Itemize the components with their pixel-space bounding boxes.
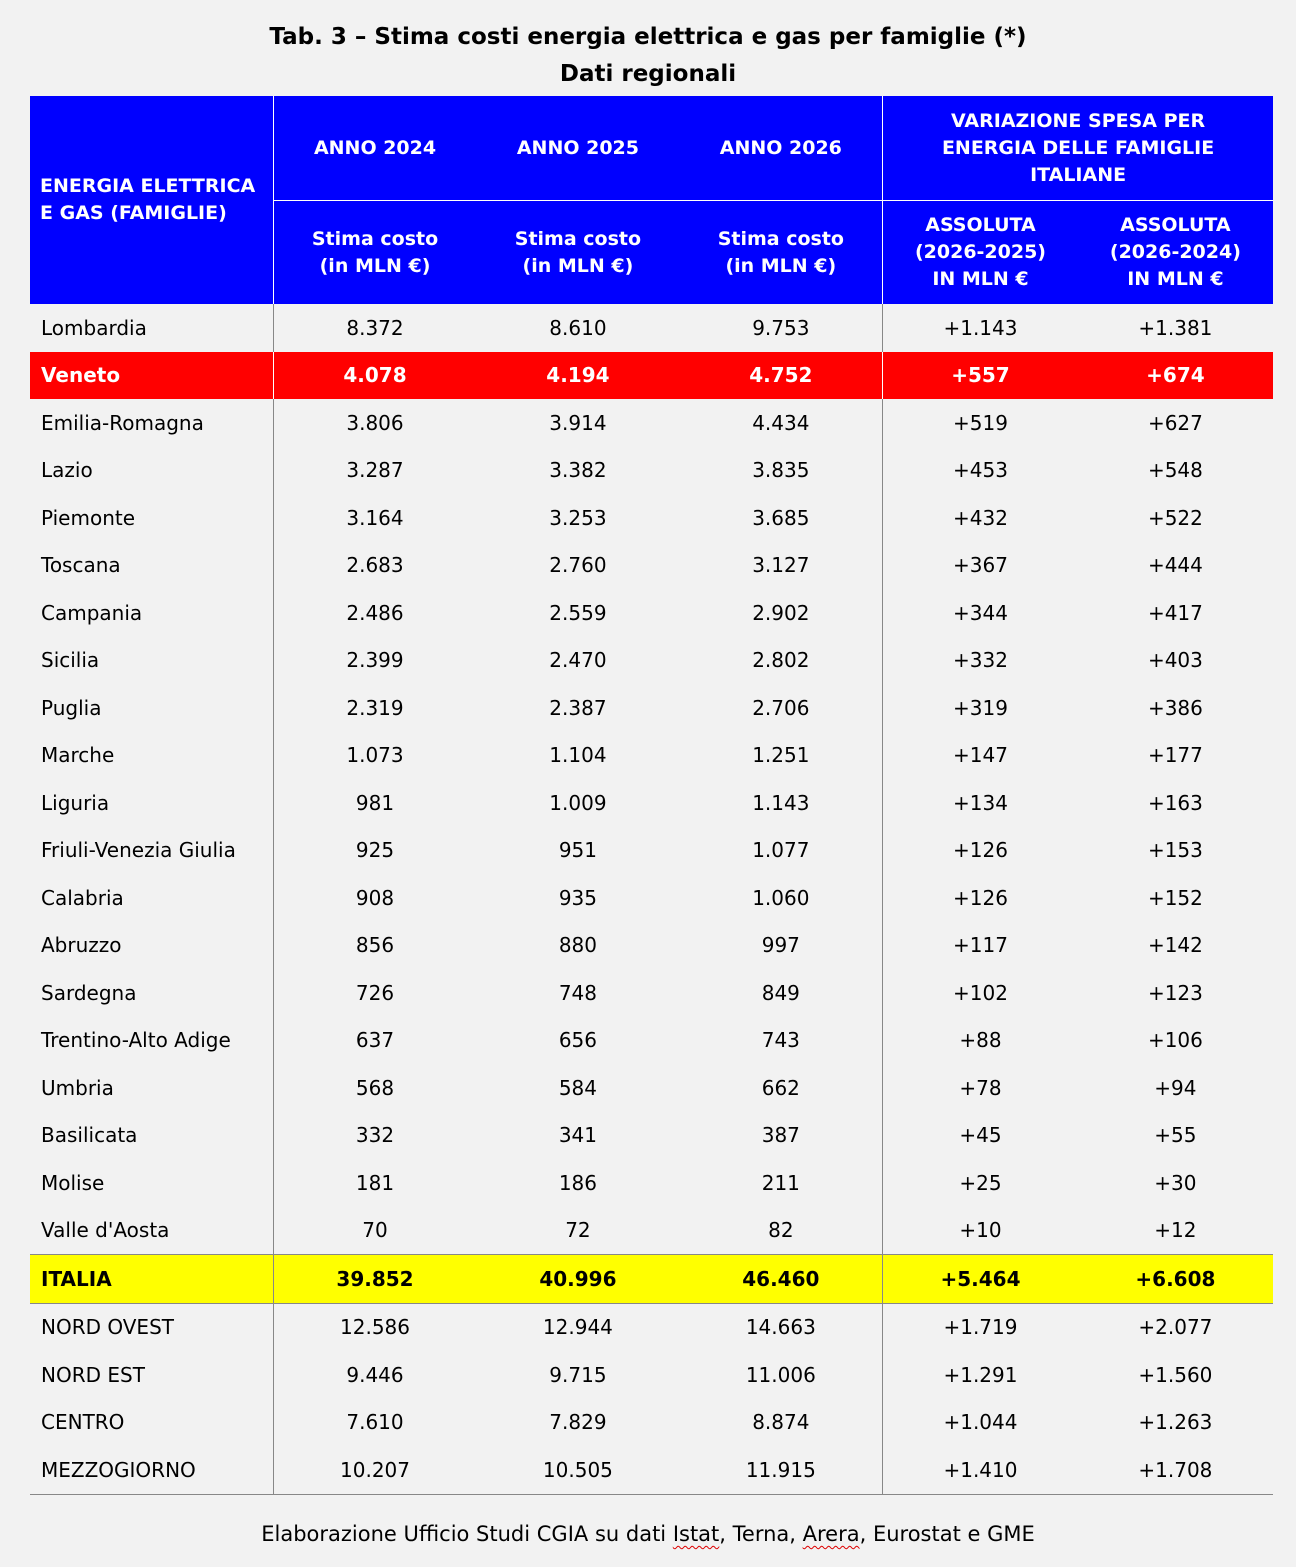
table-row (30, 589, 1273, 637)
header-year-2025: ANNO 2025 (476, 96, 679, 201)
region-name: Campania (30, 589, 273, 637)
delta-2026-2024: +106 (1147, 1028, 1203, 1053)
value-2025: 10.505 (476, 1446, 679, 1494)
value-2026: 4.434 (680, 399, 883, 447)
value-2024: 2.683 (346, 553, 404, 578)
delta-2026-2025: +319 (953, 695, 1008, 720)
table-row (30, 1159, 1273, 1207)
value-2026: 3.127 (680, 542, 883, 590)
delta-2026-2024: +674 (1078, 352, 1273, 400)
value-2024: 726 (355, 980, 395, 1005)
value-2024: 568 (355, 1075, 395, 1100)
absolute-range: (2026-2025) (914, 241, 1046, 263)
header-absolute-2026-2024 (1078, 201, 1273, 305)
table-row (30, 1351, 1273, 1399)
value-2026: 14.663 (680, 1303, 883, 1351)
delta-2026-2024: +627 (1147, 410, 1203, 435)
delta-2026-2025: +126 (953, 885, 1008, 910)
region-name: Valle d'Aosta (30, 1207, 273, 1255)
value-2024: 332 (355, 1123, 395, 1148)
header-category: ENERGIA ELETTRICA E GAS (FAMIGLIE) (30, 96, 273, 304)
value-2026: 3.835 (680, 447, 883, 495)
region-name: Friuli-Venezia Giulia (30, 827, 273, 875)
absolute-range: (2026-2024) (1109, 241, 1241, 263)
delta-2026-2024: +403 (1147, 648, 1203, 673)
value-2024: 39.852 (273, 1255, 476, 1304)
delta-2026-2024: +142 (1147, 933, 1203, 958)
delta-2026-2025: +88 (959, 1028, 1002, 1053)
table-row (30, 1446, 1273, 1494)
value-2026: 2.706 (680, 684, 883, 732)
value-2024: 3.806 (346, 410, 404, 435)
value-2025: 3.914 (549, 410, 607, 435)
delta-2026-2025: +78 (959, 1075, 1002, 1100)
delta-2026-2024: +1.708 (1078, 1446, 1273, 1494)
value-2025: 2.387 (549, 695, 607, 720)
delta-2026-2025: +432 (953, 505, 1008, 530)
value-2026: 997 (680, 922, 883, 970)
table-row (30, 1207, 1273, 1255)
value-2024: 8.372 (346, 315, 404, 340)
table-row (30, 447, 1273, 495)
value-2024: 12.586 (340, 1315, 410, 1340)
delta-2026-2025: +1.291 (943, 1362, 1018, 1387)
value-2025: 8.610 (549, 315, 607, 340)
estimate-label: Stima costo (311, 227, 439, 250)
value-2024: 856 (355, 933, 395, 958)
estimate-unit: (in MLN €) (319, 254, 431, 277)
table-row (30, 1064, 1273, 1112)
value-2026: 2.902 (680, 589, 883, 637)
delta-2026-2024: +153 (1147, 838, 1203, 863)
region-name: Sicilia (30, 637, 273, 685)
value-2024: 637 (355, 1028, 395, 1053)
table-row (30, 684, 1273, 732)
absolute-unit: IN MLN € (932, 268, 1029, 290)
header-year-2026: ANNO 2026 (680, 96, 883, 201)
value-2025: 12.944 (542, 1315, 613, 1340)
table-row (30, 304, 1273, 352)
delta-2026-2025: +519 (953, 410, 1008, 435)
source-prefix: Elaborazione Ufficio Studi CGIA su dati (261, 1522, 673, 1546)
region-name: Liguria (30, 779, 273, 827)
value-2025: 935 (558, 885, 598, 910)
delta-2026-2024: +6.608 (1078, 1255, 1273, 1304)
delta-2026-2025: +102 (953, 980, 1008, 1005)
region-name: Abruzzo (30, 922, 273, 970)
delta-2026-2024: +163 (1147, 790, 1203, 815)
region-name: Veneto (30, 352, 273, 400)
table-row (30, 399, 1273, 447)
source-arera: Arera (802, 1522, 860, 1546)
value-2025: 656 (558, 1028, 598, 1053)
region-name: Molise (30, 1159, 273, 1207)
delta-2026-2024: +522 (1147, 505, 1203, 530)
delta-2026-2024: +55 (1154, 1123, 1197, 1148)
value-2025: 748 (558, 980, 598, 1005)
value-2025: 2.470 (549, 648, 607, 673)
value-2026: 8.874 (680, 1399, 883, 1447)
delta-2026-2025: +45 (959, 1123, 1002, 1148)
region-name: Marche (30, 732, 273, 780)
value-2024: 981 (355, 790, 395, 815)
value-2024: 181 (355, 1170, 395, 1195)
table-row (30, 1017, 1273, 1065)
region-name: Lazio (30, 447, 273, 495)
value-2025: 186 (558, 1170, 598, 1195)
value-2026: 46.460 (680, 1255, 883, 1304)
region-name: CENTRO (30, 1399, 273, 1447)
delta-2026-2025: +557 (883, 352, 1078, 400)
energy-cost-table (30, 96, 1273, 1495)
value-2025: 1.104 (549, 743, 607, 768)
source-istat: Istat (672, 1522, 720, 1546)
value-2026: 1.143 (680, 779, 883, 827)
value-2026: 9.753 (680, 304, 883, 352)
delta-2026-2025: +117 (953, 933, 1008, 958)
table-row (30, 637, 1273, 685)
table-body (30, 304, 1273, 1494)
delta-2026-2024: +1.263 (1138, 1410, 1213, 1435)
region-name: ITALIA (30, 1255, 273, 1304)
delta-2026-2025: +126 (953, 838, 1008, 863)
delta-2026-2024: +94 (1154, 1075, 1197, 1100)
region-name: Toscana (30, 542, 273, 590)
region-name: Umbria (30, 1064, 273, 1112)
delta-2026-2025: +5.464 (883, 1255, 1078, 1304)
value-2026: 849 (680, 969, 883, 1017)
table-title: Tab. 3 – Stima costi energia elettrica e gas per famiglie (*) (269, 24, 1027, 50)
value-2025: 72 (565, 1218, 591, 1243)
delta-2026-2025: +134 (953, 790, 1008, 815)
value-2025: 584 (558, 1075, 598, 1100)
value-2025: 40.996 (476, 1255, 679, 1304)
table-row (30, 1255, 1273, 1304)
delta-2026-2025: +1.410 (883, 1446, 1078, 1494)
value-2024: 10.207 (273, 1446, 476, 1494)
header-year-2024: ANNO 2024 (273, 96, 476, 201)
value-2024: 2.319 (346, 695, 404, 720)
value-2024: 3.164 (346, 505, 404, 530)
value-2026: 387 (680, 1112, 883, 1160)
region-name: Piemonte (30, 494, 273, 542)
delta-2026-2024: +548 (1147, 458, 1203, 483)
value-2025: 2.559 (549, 600, 607, 625)
value-2024: 2.399 (346, 648, 404, 673)
source-suffix: , Eurostat e GME (859, 1522, 1035, 1546)
value-2025: 1.009 (549, 790, 607, 815)
value-2025: 7.829 (549, 1410, 607, 1435)
table-row (30, 1399, 1273, 1447)
header-estimate-2024 (273, 201, 476, 305)
region-name: Calabria (30, 874, 273, 922)
region-name: Puglia (30, 684, 273, 732)
value-2024: 1.073 (346, 743, 404, 768)
table-row (30, 352, 1273, 400)
delta-2026-2024: +386 (1147, 695, 1203, 720)
value-2025: 3.253 (549, 505, 607, 530)
header-variation-text: VARIAZIONE SPESA PER ENERGIA DELLE FAMIGLIE ITALIANE (941, 109, 1215, 186)
value-2025: 4.194 (476, 352, 679, 400)
value-2024: 908 (355, 885, 395, 910)
value-2026: 2.802 (680, 637, 883, 685)
region-name: Trentino-Alto Adige (30, 1017, 273, 1065)
value-2024: 3.287 (346, 458, 404, 483)
header-variation (883, 96, 1273, 201)
value-2024: 925 (355, 838, 395, 863)
value-2025: 951 (558, 838, 598, 863)
table-row (30, 1303, 1273, 1351)
value-2026: 4.752 (680, 352, 883, 400)
delta-2026-2024: +30 (1154, 1170, 1197, 1195)
value-2024: 9.446 (346, 1362, 404, 1387)
header-absolute-2026-2025 (883, 201, 1078, 305)
delta-2026-2024: +1.381 (1138, 315, 1213, 340)
delta-2026-2024: +12 (1154, 1218, 1197, 1243)
value-2024: 4.078 (273, 352, 476, 400)
source-sep: , Terna, (719, 1522, 803, 1546)
table-row (30, 827, 1273, 875)
delta-2026-2025: +1.719 (943, 1315, 1018, 1340)
value-2026: 1.077 (680, 827, 883, 875)
value-2026: 3.685 (680, 494, 883, 542)
header-row-1 (30, 96, 1273, 201)
table-subtitle: Dati regionali (559, 61, 737, 87)
value-2026: 1.060 (680, 874, 883, 922)
region-name: Basilicata (30, 1112, 273, 1160)
estimate-unit: (in MLN €) (725, 254, 837, 277)
delta-2026-2025: +367 (953, 553, 1008, 578)
header-estimate-2025 (476, 201, 679, 305)
value-2025: 9.715 (549, 1362, 607, 1387)
delta-2026-2024: +177 (1147, 743, 1203, 768)
region-name: NORD OVEST (30, 1303, 273, 1351)
delta-2026-2025: +147 (953, 743, 1008, 768)
value-2026: 743 (680, 1017, 883, 1065)
delta-2026-2024: +1.560 (1138, 1362, 1213, 1387)
absolute-label: ASSOLUTA (925, 214, 1036, 236)
value-2024: 7.610 (346, 1410, 404, 1435)
delta-2026-2025: +1.044 (943, 1410, 1018, 1435)
value-2026: 1.251 (680, 732, 883, 780)
absolute-unit: IN MLN € (1127, 268, 1224, 290)
value-2026: 11.006 (680, 1351, 883, 1399)
region-name: Emilia-Romagna (30, 399, 273, 447)
estimate-label: Stima costo (717, 227, 844, 250)
region-name: Lombardia (30, 304, 273, 352)
table-row (30, 779, 1273, 827)
delta-2026-2025: +1.143 (943, 315, 1018, 340)
delta-2026-2025: +25 (959, 1170, 1002, 1195)
value-2025: 3.382 (549, 458, 607, 483)
table-row (30, 542, 1273, 590)
value-2026: 662 (680, 1064, 883, 1112)
region-name: Sardegna (30, 969, 273, 1017)
delta-2026-2025: +10 (959, 1218, 1002, 1243)
estimate-label: Stima costo (514, 227, 642, 250)
table-row (30, 494, 1273, 542)
delta-2026-2025: +453 (953, 458, 1008, 483)
value-2026: 82 (680, 1207, 883, 1255)
source-note (0, 1520, 1296, 1548)
value-2026: 211 (680, 1159, 883, 1207)
table-row (30, 1112, 1273, 1160)
region-name: MEZZOGIORNO (30, 1446, 273, 1494)
estimate-unit: (in MLN €) (522, 254, 634, 277)
value-2024: 2.486 (346, 600, 404, 625)
value-2025: 341 (558, 1123, 598, 1148)
value-2025: 2.760 (549, 553, 607, 578)
table-row (30, 969, 1273, 1017)
delta-2026-2024: +417 (1147, 600, 1203, 625)
value-2026: 11.915 (680, 1446, 883, 1494)
absolute-label: ASSOLUTA (1120, 214, 1231, 236)
delta-2026-2024: +152 (1147, 885, 1203, 910)
header-estimate-2026 (680, 201, 883, 305)
delta-2026-2025: +332 (953, 648, 1008, 673)
value-2025: 880 (558, 933, 598, 958)
table-row (30, 922, 1273, 970)
value-2024: 70 (362, 1218, 388, 1243)
delta-2026-2024: +2.077 (1138, 1315, 1213, 1340)
table-row (30, 732, 1273, 780)
table-row (30, 874, 1273, 922)
delta-2026-2024: +123 (1147, 980, 1203, 1005)
region-name: NORD EST (30, 1351, 273, 1399)
delta-2026-2024: +444 (1147, 553, 1203, 578)
delta-2026-2025: +344 (953, 600, 1008, 625)
